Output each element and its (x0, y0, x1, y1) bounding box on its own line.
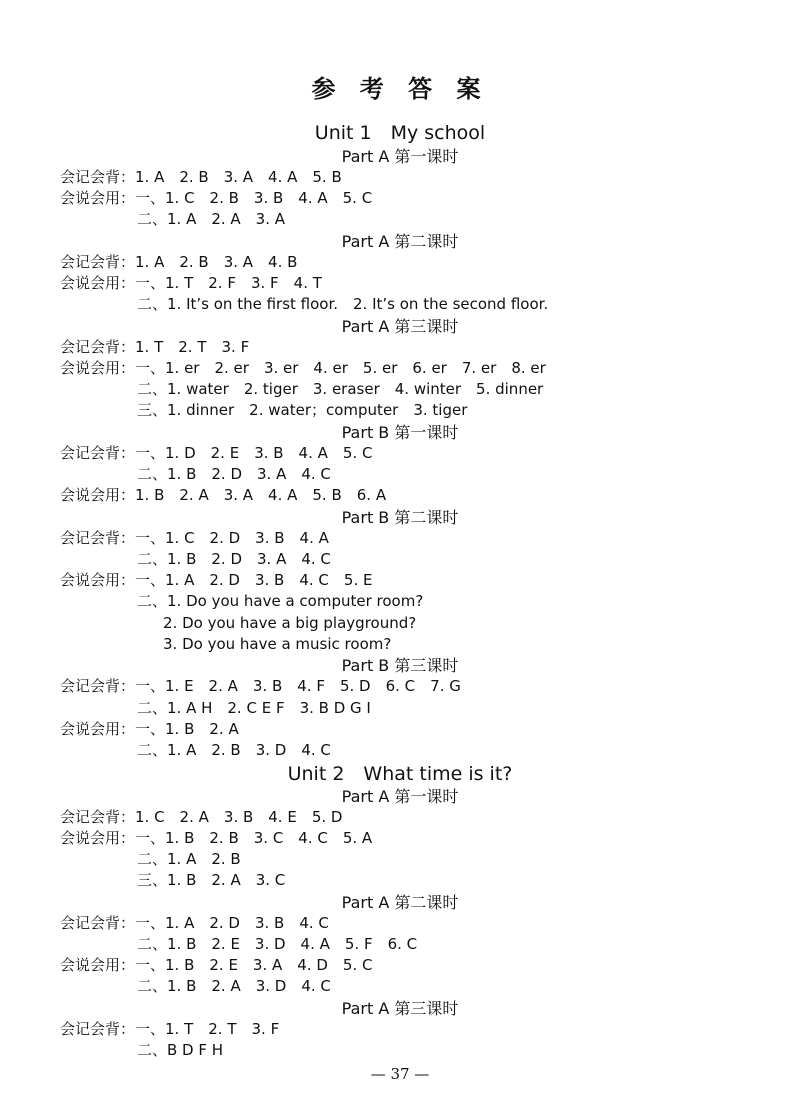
answer-line: 二、1. B 2. D 3. A 4. C (137, 550, 331, 568)
answer-line: 会说会用：一、1. A 2. D 3. B 4. C 5. E (60, 571, 373, 589)
answer-line: 三、1. B 2. A 3. C (137, 871, 286, 889)
answer-line: 会说会用：一、1. er 2. er 3. er 4. er 5. er 6. er 7. er 8. er (60, 359, 546, 377)
answer-line: 会记会背：一、1. C 2. D 3. B 4. A (60, 529, 329, 547)
answer-line: 二、1. Do you have a computer room? (137, 592, 424, 610)
answer-line: 会说会用：1. B 2. A 3. A 4. A 5. B 6. A (60, 486, 387, 504)
answer-line: 二、1. B 2. D 3. A 4. C (137, 465, 331, 483)
answer-line: 会说会用：一、1. T 2. F 3. F 4. T (60, 274, 322, 292)
section-heading: Part B 第三课时 (341, 656, 459, 675)
answer-line: 会记会背：1. C 2. A 3. B 4. E 5. D (60, 808, 343, 826)
answer-line: 二、1. B 2. E 3. D 4. A 5. F 6. C (137, 935, 418, 953)
section-heading: Part A 第三课时 (341, 999, 459, 1018)
answer-line: 会记会背：一、1. D 2. E 3. B 4. A 5. C (60, 444, 373, 462)
section-heading: Part A 第二课时 (341, 893, 459, 912)
answer-line: 2. Do you have a big playground? (163, 614, 417, 632)
answer-line: 会说会用：一、1. C 2. B 3. B 4. A 5. C (60, 189, 373, 207)
answer-line: 三、1. dinner 2. water；computer 3. tiger (137, 401, 468, 419)
answer-line: 二、1. A 2. B (137, 850, 241, 868)
section-heading: Part B 第一课时 (341, 423, 459, 442)
unit-heading: Unit 2 What time is it? (287, 763, 513, 785)
answer-line: 会记会背：1. A 2. B 3. A 4. A 5. B (60, 168, 342, 186)
answer-line: 二、1. A 2. B 3. D 4. C (137, 741, 331, 759)
answer-line: 会记会背：一、1. T 2. T 3. F (60, 1020, 280, 1038)
answer-line: 会记会背：一、1. A 2. D 3. B 4. C (60, 914, 329, 932)
section-heading: Part A 第三课时 (341, 317, 459, 336)
answer-line: 二、1. A 2. A 3. A (137, 210, 286, 228)
answer-line: 二、1. A H 2. C E F 3. B D G I (137, 699, 371, 717)
answer-line: 会记会背：1. T 2. T 3. F (60, 338, 250, 356)
section-heading: Part A 第二课时 (341, 232, 459, 251)
page-number: — 37 — (370, 1065, 430, 1083)
answer-line: 二、1. B 2. A 3. D 4. C (137, 977, 331, 995)
unit-heading: Unit 1 My school (314, 122, 486, 144)
answer-line: 二、1. It’s on the first floor. 2. It’s on the second floor. (137, 295, 549, 313)
section-heading: Part A 第一课时 (341, 787, 459, 806)
answer-line: 会说会用：一、1. B 2. A (60, 720, 239, 738)
answer-line: 二、B D F H (137, 1041, 224, 1059)
section-heading: Part B 第二课时 (341, 508, 459, 527)
answer-line: 3. Do you have a music room? (163, 635, 392, 653)
answer-line: 会说会用：一、1. B 2. B 3. C 4. C 5. A (60, 829, 373, 847)
section-heading: Part A 第一课时 (341, 147, 459, 166)
answer-line: 会记会背：1. A 2. B 3. A 4. B (60, 253, 298, 271)
answer-line: 会说会用：一、1. B 2. E 3. A 4. D 5. C (60, 956, 373, 974)
page-title: 参 考 答 案 (311, 74, 489, 103)
answer-line: 二、1. water 2. tiger 3. eraser 4. winter 5. dinner (137, 380, 544, 398)
answer-line: 会记会背：一、1. E 2. A 3. B 4. F 5. D 6. C 7. G (60, 677, 461, 695)
